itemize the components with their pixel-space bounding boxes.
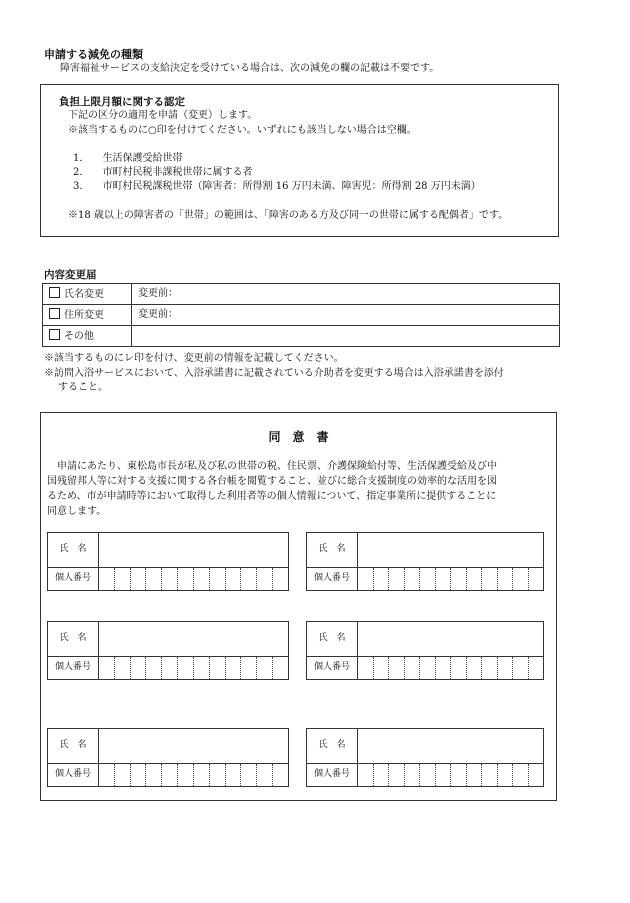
checkbox-icon[interactable] (49, 329, 60, 340)
category-item-number: 2． (73, 167, 90, 178)
category-item-text: 生活保護受給世帯 (102, 153, 183, 164)
signer-table (306, 532, 544, 591)
burden-limit-title: 負担上限月額に関する認定 (59, 96, 185, 108)
reduction-heading: 申請する減免の種類 (44, 48, 143, 61)
reduction-note: 障害福祉サービスの支給決定を受けている場合は、次の減免の欄の記載は不要です。 (60, 63, 440, 74)
name-change-checkbox[interactable]: 氏名変更 (43, 284, 132, 305)
individual-number-field[interactable] (99, 657, 289, 680)
name-label: 氏 名 (307, 729, 358, 764)
consent-para-line2: 国残留邦人等に対する支援に関する各台帳を閲覧すること、並びに総合支援制度の効率的な活用を図 (47, 476, 497, 487)
name-field[interactable] (99, 729, 289, 764)
name-field[interactable] (99, 533, 289, 568)
consent-title: 同 意 書 (268, 430, 329, 444)
name-label: 氏 名 (307, 622, 358, 657)
change-note-2b: すること。 (58, 382, 108, 393)
category-item-1[interactable] (73, 153, 183, 166)
category-item-text: 市町村民税非課税世帯に属する者 (102, 167, 253, 178)
table-row (43, 284, 560, 305)
name-field[interactable] (358, 729, 544, 764)
individual-number-field[interactable] (358, 764, 544, 787)
category-item-number: 3． (73, 181, 90, 192)
individual-number-field[interactable] (358, 568, 544, 591)
name-field[interactable] (358, 622, 544, 657)
address-change-before-field[interactable]: 変更前： (132, 305, 560, 326)
individual-number-field[interactable] (99, 764, 289, 787)
signer-table (306, 621, 544, 680)
checkbox-icon[interactable] (49, 287, 60, 298)
number-label: 個人番号 (307, 568, 358, 591)
change-note-2a: ※訪問入浴サービスにおいて、入浴承諾書に記載されている介助者を変更する場合は入浴承諾書を添付 (44, 368, 504, 379)
category-item-3[interactable] (73, 181, 481, 194)
change-table (42, 283, 560, 347)
burden-limit-line1: 下記の区分の適用を申請（変更）します。 (68, 110, 258, 121)
number-label: 個人番号 (48, 764, 99, 787)
signer-table (306, 728, 544, 787)
signer-table (47, 532, 289, 591)
name-label: 氏 名 (48, 533, 99, 568)
name-label: 氏 名 (307, 533, 358, 568)
table-row (43, 305, 560, 326)
category-item-text: 市町村民税課税世帯（障害者：所得割 16 万円未満、障害児：所得割 28 万円未満） (102, 181, 481, 192)
name-field[interactable] (99, 622, 289, 657)
table-row (43, 326, 560, 347)
signer-table (47, 728, 289, 787)
consent-para-line1: 申請にあたり、東松島市長が私及び私の世帯の税、住民票、介護保険給付等、生活保護受給及び中 (57, 461, 497, 472)
checkbox-icon[interactable] (49, 308, 60, 319)
other-change-checkbox[interactable]: その他 (43, 326, 132, 347)
individual-number-field[interactable] (358, 657, 544, 680)
category-item-number: 1． (73, 153, 90, 164)
individual-number-field[interactable] (99, 568, 289, 591)
name-label: 氏 名 (48, 729, 99, 764)
number-label: 個人番号 (307, 657, 358, 680)
change-note-1: ※該当するものにレ印を付け、変更前の情報を記載してください。 (44, 353, 344, 364)
signer-table (47, 621, 289, 680)
household-footnote: ※18 歳以上の障害者の「世帯」の範囲は、「障害のある方及び同一の世帯に属する配偶者」です。 (68, 210, 509, 221)
change-heading: 内容変更届 (44, 269, 97, 281)
category-item-2[interactable] (73, 167, 253, 180)
burden-limit-line2: ※該当するものに○印を付けてください。いずれにも該当しない場合は空欄。 (68, 125, 417, 136)
number-label: 個人番号 (48, 568, 99, 591)
name-field[interactable] (358, 533, 544, 568)
other-change-field[interactable] (132, 326, 560, 347)
burden-limit-box (40, 84, 559, 237)
consent-para-line4: 同意します。 (47, 506, 107, 517)
consent-para-line3: るため、市が申請時等において取得した利用者等の個人情報について、指定事業所に提供することに (47, 491, 497, 502)
name-change-before-field[interactable]: 変更前： (132, 284, 560, 305)
number-label: 個人番号 (307, 764, 358, 787)
name-label: 氏 名 (48, 622, 99, 657)
address-change-checkbox[interactable]: 住所変更 (43, 305, 132, 326)
number-label: 個人番号 (48, 657, 99, 680)
